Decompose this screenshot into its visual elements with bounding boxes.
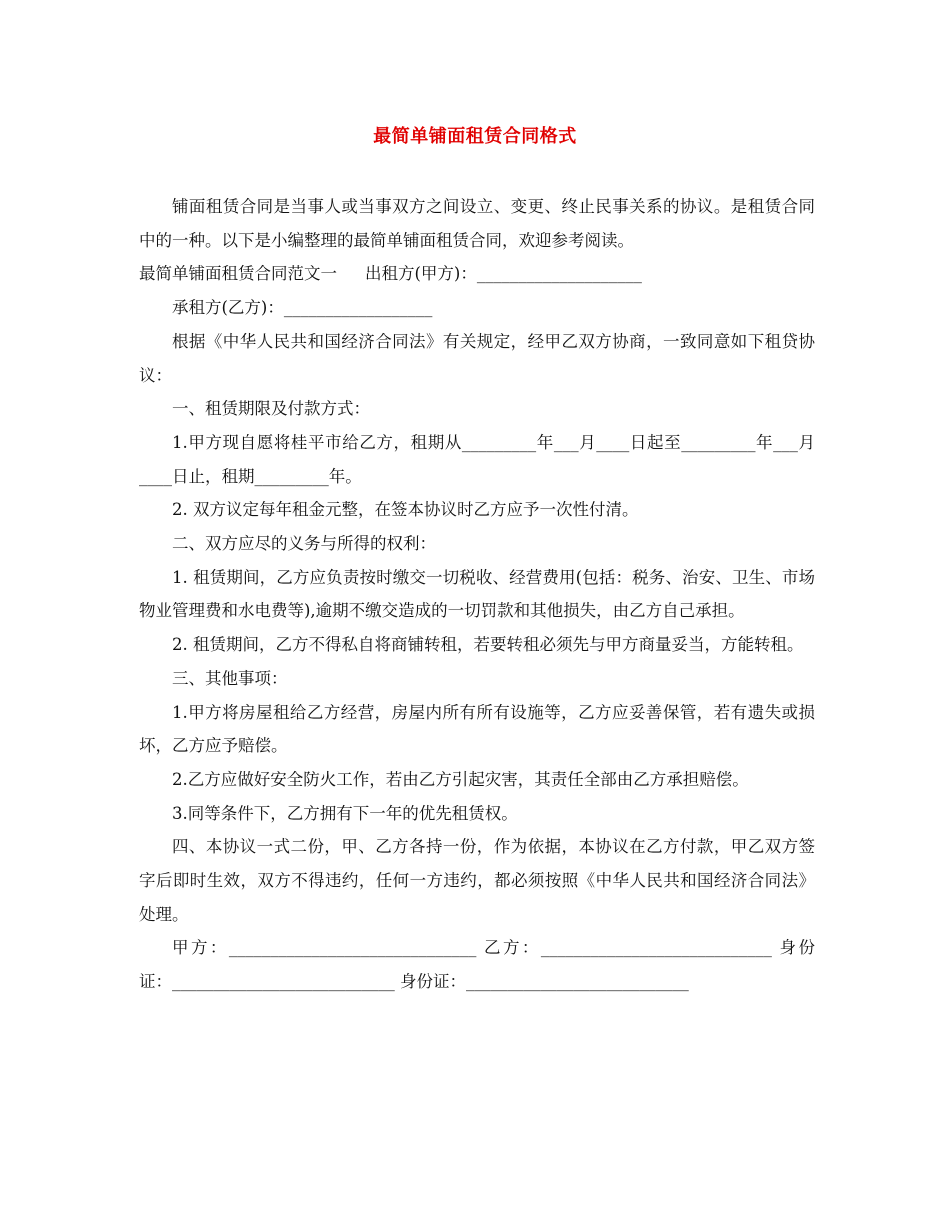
intro-paragraph: 铺面租赁合同是当事人或当事双方之间设立、变更、终止民事关系的协议。是租赁合同中的一种。以下是小编整理的最简单铺面租赁合同，欢迎参考阅读。 [139,197,815,250]
lessee-field: 承租方(乙方)：__________________ [172,298,433,318]
document-body [139,190,815,999]
sample-heading-line [139,257,815,291]
sample-title: 最简单铺面租赁合同范文一 [139,264,337,284]
clause-1-2: 2. 双方议定每年租金元整，在签本协议时乙方应予一次性付清。 [172,500,639,520]
clause-3-2: 2.乙方应做好安全防火工作，若由乙方引起灾害，其责任全部由乙方承担赔偿。 [172,769,749,789]
section-heading-4: 四、本协议一式二份，甲、乙方各持一份，作为依据，本协议在乙方付款，甲乙双方签字后即时生效，双方不得违约，任何一方违约，都必须按照《中华人民共和国经济合同法》处理。 [139,837,815,924]
clause-1-1: 1.甲方现自愿将桂平市给乙方，租期从_________年___月____日起至_________年___月____日止，租期_________年。 [139,432,815,486]
section-heading-3: 三、其他事项： [172,668,288,688]
section-heading-1: 一、租赁期限及付款方式： [172,399,370,419]
lessor-field: 出租方(甲方)：____________________ [365,264,642,284]
clause-2-2: 2. 租赁期间，乙方不得私自将商铺转租，若要转租必须先与甲方商量妥当，方能转租。 [172,635,804,655]
section-heading-2: 二、双方应尽的义务与所得的权利： [172,534,436,554]
clause-3-3: 3.同等条件下，乙方拥有下一年的优先租赁权。 [172,803,518,823]
clause-3-1: 1.甲方将房屋租给乙方经营，房屋内所有所有设施等，乙方应妥善保管，若有遗失或损坏，乙方应予赔偿。 [139,702,815,756]
clause-2-1: 1. 租赁期间，乙方应负责按时缴交一切税收、经营费用(包括：税务、治安、卫生、市场物业管理费和水电费等),逾期不缴交造成的一切罚款和其他损失，由乙方自己承担。 [139,567,815,621]
document-title: 最简单铺面租赁合同格式 [373,126,577,147]
signature-lines: 甲方：______________________________ 乙方：____________________________ 身份证：___________________________ 身份证：___________________________ [139,938,815,992]
legal-basis-paragraph: 根据《中华人民共和国经济合同法》有关规定，经甲乙双方协商，一致同意如下租贷协议： [139,331,815,385]
